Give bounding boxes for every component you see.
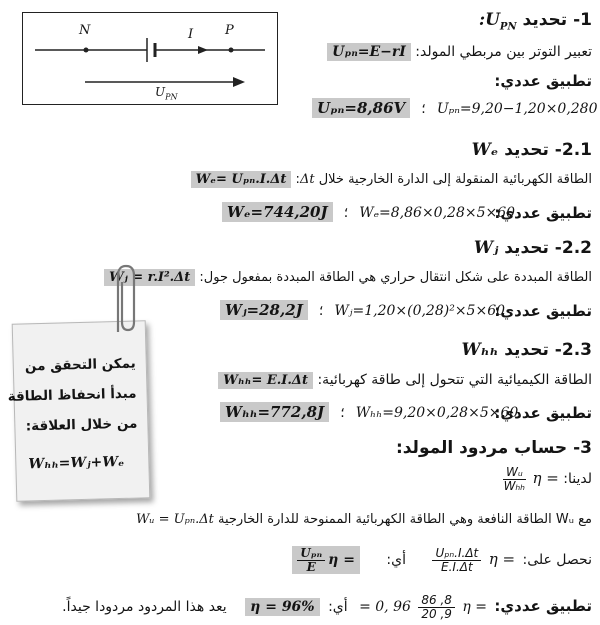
label-i: I xyxy=(188,27,194,42)
s23-formula: Wₕₕ= E.I.Δt xyxy=(218,372,313,389)
s21-heading: 2.1- تحديد Wₑ xyxy=(471,140,592,160)
s22-result: Wⱼ=28,2J xyxy=(220,300,308,320)
s21-numeric-label: تطبيق عددي: xyxy=(494,204,592,222)
s21-formula: Wₑ= Uₚₙ.I.Δt xyxy=(191,171,292,188)
s23-line1: الطاقة الكيميائية التي تتحول إلى طاقة كهربائية: Wₕₕ= E.I.Δt xyxy=(218,372,592,388)
s21-result: Wₑ=744,20J xyxy=(222,202,333,222)
s3-frac2: $\frac{\text{Uₚₙ.I.Δt}}{E.I.\Delta t}$ xyxy=(432,547,481,573)
note-line2: مبدأ انحفاظ الطاقة xyxy=(7,385,137,405)
s23-numeric-label: تطبيق عددي: xyxy=(494,404,592,422)
s3-wu-formula: Wᵤ = Uₚₙ.Δt xyxy=(135,512,214,527)
s3-heading: 3- حساب مردود المولد: xyxy=(395,438,592,458)
label-n: N xyxy=(79,23,91,38)
node-p xyxy=(229,48,234,53)
s22-heading: 2.2- تحديد Wⱼ xyxy=(473,238,592,258)
label-upn: $U_{PN}$ xyxy=(155,85,178,102)
s23-heading: 2.3- تحديد Wₕₕ xyxy=(461,340,592,360)
sticky-note xyxy=(7,320,151,501)
s3-ladayna-row: لدينا: η = $\frac{\text{Wᵤ}}{\text{Wₕₕ}}$ xyxy=(501,466,592,492)
s22-numeric-label: تطبيق عددي: xyxy=(494,302,592,320)
s1-result: Uₚₙ=8,86V xyxy=(312,98,410,118)
s22-formula: Wⱼ = r.I².Δt xyxy=(104,269,195,286)
node-n xyxy=(84,48,89,53)
s21-line1: الطاقة الكهربائية المنقولة إلى الدارة الخارجية خلال Δt: Wₑ= Uₚₙ.I.Δt xyxy=(191,172,592,187)
s21-calc-row: Wₑ=744,20J ؛ Wₑ=8,86×0,28×5×60 xyxy=(222,202,515,221)
s22-line1: الطاقة المبددة على شكل انتقال حراري هي الطاقة المبددة بمفعول جول: Wⱼ = r.I².Δt xyxy=(104,270,592,285)
s1-calc-row: Uₚₙ=8,86V ؛ Uₚₙ=9,20−1,20×0,280 xyxy=(312,98,598,117)
s1-line1: تعبير التوتر بين مربطي المولد: Uₚₙ=E−rI xyxy=(327,44,592,60)
s22-calc: Wⱼ=1,20×(0,28)²×5×60 xyxy=(334,303,506,319)
s3-numeric-row: تطبيق عددي: η = $\frac{8, 86}{9, 20}$ = 0, 96 أي: η = 96% يعد هذا المردود مردودا جيداً. xyxy=(62,593,592,621)
s23-calc: Wₕₕ=9,20×0,28×5×60 xyxy=(355,405,519,421)
s1-numeric-label: تطبيق عددي: xyxy=(494,72,592,90)
current-arrow-icon xyxy=(198,46,208,54)
paperclip-icon xyxy=(104,262,144,340)
s3-conclusion: يعد هذا المردود مردودا جيداً. xyxy=(62,599,227,616)
s3-result: η = 96% xyxy=(245,598,319,616)
s22-calc-row: Wⱼ=28,2J ؛ Wⱼ=1,20×(0,28)²×5×60 xyxy=(220,300,505,319)
s3-eta-box: η = $\frac{\text{Uₚₙ}}{E}$ xyxy=(292,546,360,574)
note-formula: Wₕₕ=Wⱼ+Wₑ xyxy=(28,453,125,473)
s23-calc-row: Wₕₕ=772,8J ؛ Wₕₕ=9,20×0,28×5×60 xyxy=(220,402,518,421)
note-line1: يمكن التحقق من xyxy=(24,355,136,375)
s21-calc: Wₑ=8,86×0,28×5×60 xyxy=(359,205,516,221)
s23-result: Wₕₕ=772,8J xyxy=(220,402,329,422)
s1-heading: 1- تحديد $:U_{PN}$ xyxy=(478,10,592,33)
s1-calc: Uₚₙ=9,20−1,20×0,280 xyxy=(436,101,598,117)
circuit-diagram xyxy=(22,12,278,105)
s3-frac4: $\frac{8, 86}{9, 20}$ xyxy=(418,594,455,620)
s3-nahsul-row: نحصل على: η = $\frac{\text{Uₚₙ.I.Δt}}{E.I.\Delta t}$ أي: η = $\frac{\text{Uₚₙ}}{E}$ xyxy=(292,546,592,574)
s3-wu-row: مع Wᵤ الطاقة النافعة وهي الطاقة الكهربائية الممنوحة للدارة الخارجية Wᵤ = Uₚₙ.Δt xyxy=(135,512,592,527)
note-line3: من خلال العلاقة: xyxy=(25,415,138,435)
label-p: P xyxy=(225,23,234,38)
s1-formula: Uₚₙ=E−rI xyxy=(327,43,411,61)
voltage-arrow-icon xyxy=(233,77,245,87)
s3-frac1: $\frac{\text{Wᵤ}}{\text{Wₕₕ}}$ xyxy=(503,465,526,493)
circuit-svg xyxy=(23,13,277,104)
